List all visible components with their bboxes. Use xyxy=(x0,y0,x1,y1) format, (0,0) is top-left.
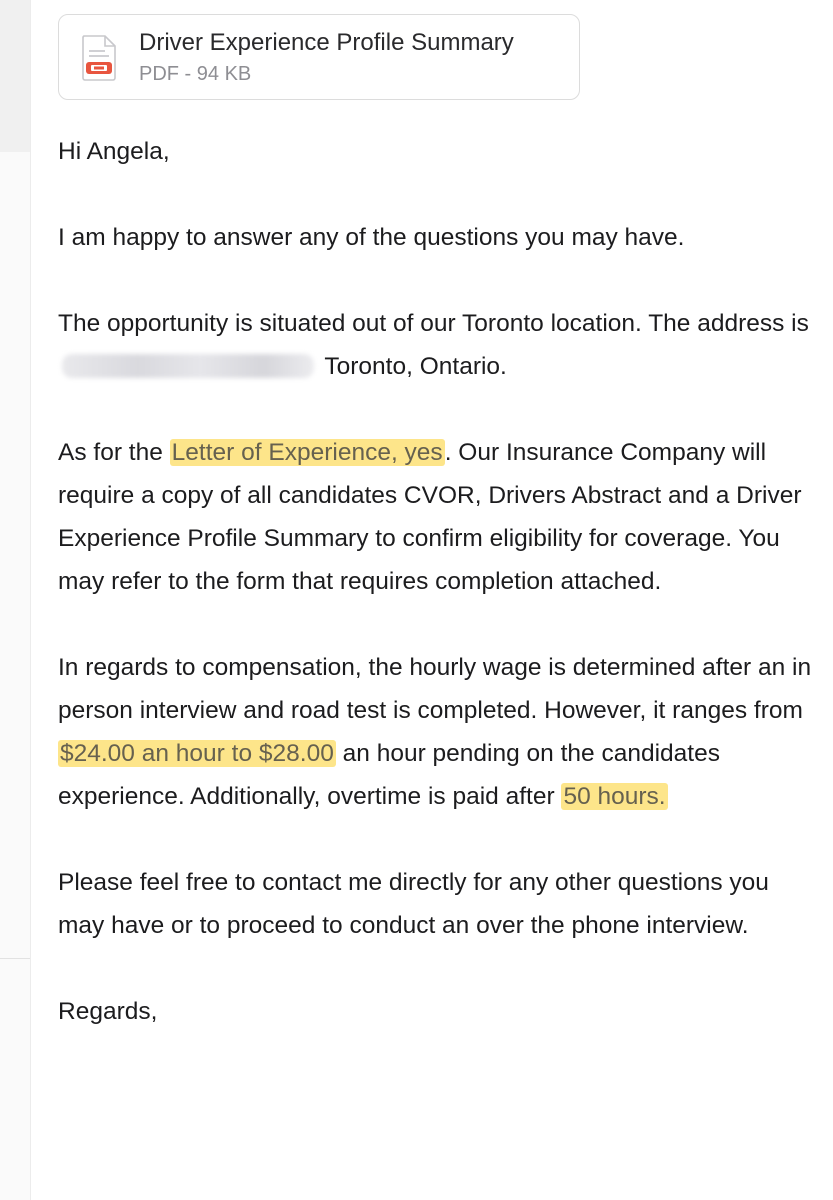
email-paragraph-4 xyxy=(58,646,818,818)
highlight-letter-of-experience: Letter of Experience, yes xyxy=(171,439,443,466)
left-panel-edge xyxy=(0,0,31,1200)
left-panel-shade xyxy=(0,0,30,152)
pdf-file-icon xyxy=(81,35,117,81)
attachment-file-meta: PDF - 94 KB xyxy=(139,63,252,85)
email-body xyxy=(58,130,818,1076)
p3-text-start: As for the xyxy=(58,439,163,466)
email-paragraph-1: I am happy to answer any of the questions you may have. xyxy=(58,224,685,251)
address-city-text: Toronto, Ontario. xyxy=(324,353,507,380)
left-panel-divider xyxy=(0,958,30,959)
email-paragraph-2 xyxy=(58,302,818,388)
pdf-attachment-card[interactable] xyxy=(58,14,580,100)
highlight-wage-range: $24.00 an hour to $28.00 xyxy=(60,740,334,767)
email-greeting: Hi Angela, xyxy=(58,138,170,165)
email-paragraph-5: Please feel free to contact me directly for any other questions you may have or to proceed to conduct an over the phone interview. xyxy=(58,869,769,939)
redacted-address xyxy=(62,354,314,378)
email-paragraph-3 xyxy=(58,431,818,603)
p3-text-rest: . Our Insurance Company will require a copy of all candidates CVOR, Drivers Abstract and a Driver Experience Profile Summary to confirm eligibility for coverage. You may refer to the form that requires completion attached. xyxy=(58,439,802,595)
email-closing: Regards, xyxy=(58,998,158,1025)
p4-text-start: In regards to compensation, the hourly wage is determined after an in person interview and road test is completed. However, it ranges from xyxy=(58,654,812,724)
address-intro-text: The opportunity is situated out of our Toronto location. The address is xyxy=(58,310,809,337)
p4-text-middle: an hour pending on the candidates experience. Additionally, overtime is paid after xyxy=(58,740,720,810)
highlight-overtime-hours: 50 hours. xyxy=(563,783,666,810)
attachment-file-name[interactable]: Driver Experience Profile Summary xyxy=(139,29,514,56)
